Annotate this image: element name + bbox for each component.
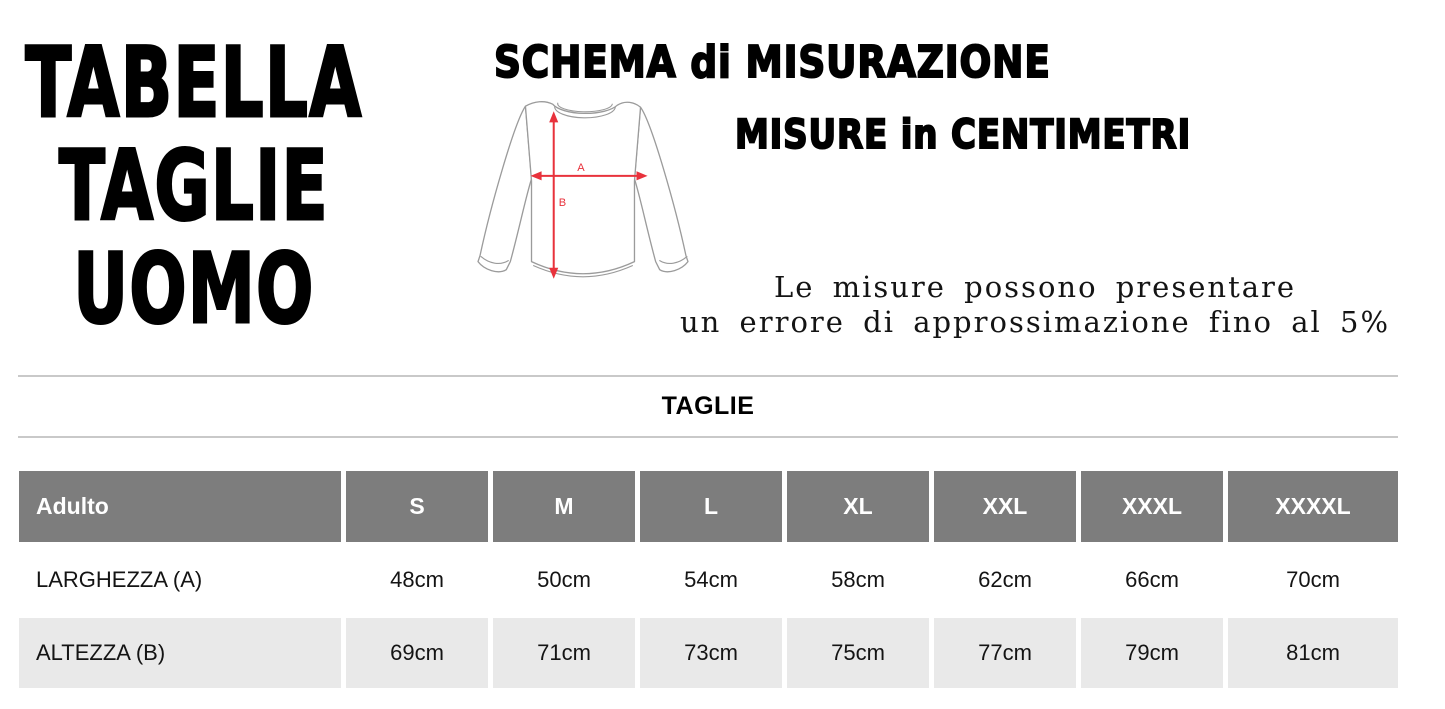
size-table xyxy=(19,471,1398,688)
tolerance-note-line-2: un errore di approssimazione fino al 5% xyxy=(679,305,1390,339)
divider-top xyxy=(18,375,1398,377)
altezza-l: 73cm xyxy=(640,618,782,688)
table-header-xxxl: XXXL xyxy=(1081,471,1223,542)
table-header-adulto: Adulto xyxy=(19,471,341,542)
row-label-larghezza: LARGHEZZA (A) xyxy=(36,567,203,592)
title-line-3: UOMO xyxy=(73,233,315,345)
units-heading: MISURE in CENTIMETRI xyxy=(735,112,1192,158)
title-line-2: TAGLIE xyxy=(59,130,329,242)
tolerance-note xyxy=(650,270,1420,340)
table-header-s: S xyxy=(346,471,488,542)
larghezza-xl: 58cm xyxy=(831,567,885,592)
shirt-measurement-diagram xyxy=(476,92,692,294)
height-measure-label: B xyxy=(558,197,567,210)
larghezza-m: 50cm xyxy=(537,567,591,592)
row-label-altezza: ALTEZZA (B) xyxy=(19,618,341,688)
title-line-1: TABELLA xyxy=(25,27,363,139)
table-header-m: M xyxy=(493,471,635,542)
larghezza-l: 54cm xyxy=(684,567,738,592)
table-header-l: L xyxy=(640,471,782,542)
altezza-xxl: 77cm xyxy=(934,618,1076,688)
larghezza-s: 48cm xyxy=(390,567,444,592)
altezza-xxxl: 79cm xyxy=(1081,618,1223,688)
altezza-xl: 75cm xyxy=(787,618,929,688)
altezza-s: 69cm xyxy=(346,618,488,688)
altezza-xxxxl: 81cm xyxy=(1228,618,1398,688)
altezza-m: 71cm xyxy=(493,618,635,688)
divider-bottom xyxy=(18,436,1398,438)
larghezza-xxxl: 66cm xyxy=(1125,567,1179,592)
table-header-xxl: XXL xyxy=(934,471,1076,542)
table-header-xxxxl: XXXXL xyxy=(1228,471,1398,542)
larghezza-xxl: 62cm xyxy=(978,567,1032,592)
table-header-xl: XL xyxy=(787,471,929,542)
section-heading: TAGLIE xyxy=(661,392,755,420)
larghezza-xxxxl: 70cm xyxy=(1286,567,1340,592)
page-title xyxy=(12,27,376,345)
tolerance-note-line-1: Le misure possono presentare xyxy=(773,270,1297,304)
width-measure-label: A xyxy=(577,161,585,174)
schema-heading: SCHEMA di MISURAZIONE xyxy=(494,37,1051,88)
